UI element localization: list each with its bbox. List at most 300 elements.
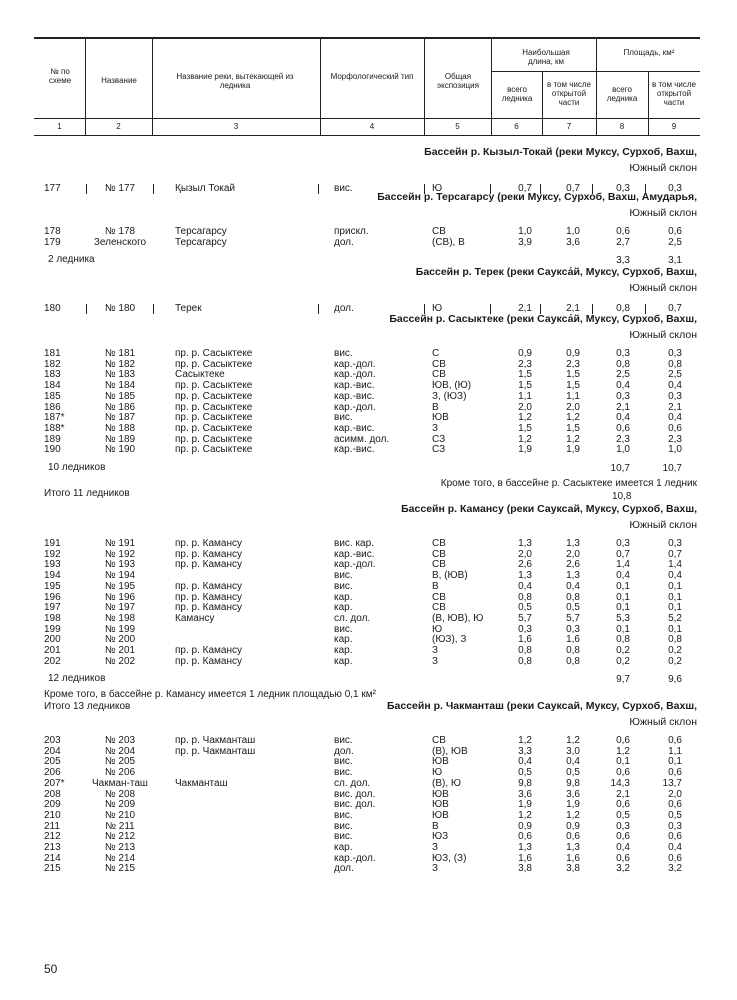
table-cell: 0,3 [668,348,682,359]
table-cell: СВ [432,735,446,746]
table-cell: вис. кар. [334,538,374,549]
table-cell: ЮВ [432,412,449,424]
colnum-2: 2 [116,122,121,131]
table-cell: 0,3 [616,183,630,194]
table-cell: 2,1 [518,303,532,314]
table-cell: № 208 [104,788,136,800]
table-cell: дол. [334,745,354,757]
table-cell: дол. [334,236,354,248]
table-cell: № 202 [104,655,136,667]
table-cell: № 210 [104,809,136,821]
table-cell: Ю [432,767,443,779]
table-cell: 192 [44,548,61,560]
table-cell: 0,9 [518,820,532,832]
table-cell: 178 [44,226,61,237]
table-cell: 0,3 [616,538,630,549]
table-cell: 1,3 [566,842,580,853]
table-cell: 14,3 [610,777,630,789]
total-area: 10,7 [610,463,630,474]
table-cell: 0,8 [668,358,682,370]
table-cell: ЮЗ, (З) [432,852,467,864]
table-cell: 0,3 [668,390,682,402]
table-cell: 0,2 [616,655,630,667]
table-cell: 187* [44,412,65,424]
table-cell: СЗ [432,433,446,445]
table-cell: 2,0 [668,788,682,800]
table-cell: 2,6 [566,559,580,571]
table-cell: Қызыл Токай [175,183,236,194]
table-cell: 0,6 [668,852,682,864]
table-cell: СВ [432,602,446,614]
table-cell: СВ [432,369,446,381]
extra-value: 10,8 [612,491,632,502]
table-cell: 193 [44,559,61,571]
table-cell: № 201 [104,645,136,656]
header-col8: всего ледника [606,85,638,103]
table-cell: 0,1 [668,591,682,603]
col-divider [85,38,86,135]
table-cell: 214 [44,852,61,864]
table-cell: 0,7 [566,183,580,194]
table-cell: 2,6 [518,559,532,571]
table-cell: 1,5 [518,380,532,392]
table-cell: № 196 [104,591,136,603]
total-open-area: 9,6 [668,674,682,686]
table-cell: № 215 [104,863,136,875]
table-cell: № 197 [104,602,136,614]
header-length-group: Наибольшая длина, км [522,48,570,66]
table-cell: В [432,820,439,832]
header-col1: № по схеме [48,67,72,85]
table-cell: 3,8 [518,863,532,875]
table-cell: 0,7 [668,303,682,314]
table-cell: 0,6 [668,422,682,434]
table-cell: 3,9 [518,236,532,248]
table-cell: 0,1 [668,580,682,592]
table-cell: 1,2 [566,433,580,445]
header-col6: всего ледника [501,85,533,103]
table-cell: вис. [334,570,353,582]
table-cell: 0,8 [616,358,630,370]
table-cell: 1,0 [518,226,532,237]
table-cell: 1,9 [566,799,580,811]
table-cell: 0,7 [616,548,630,560]
table-cell: 0,5 [518,767,532,779]
table-cell: пр. р. Сасыктеке [175,358,253,370]
basin-heading: Бассейн р. Камансу (реки Сауксай, Муксу, Сурхоб, Вахш, [401,503,697,515]
table-cell: № 180 [104,303,136,314]
table-cell: 2,5 [616,369,630,381]
table-cell: 0,8 [518,655,532,667]
table-cell: З [432,863,439,875]
table-cell: 0,9 [566,348,580,359]
table-cell: 182 [44,358,61,370]
table-cell: 211 [44,820,60,832]
table-cell: З [432,842,439,853]
table-cell: 9,8 [566,777,580,789]
table-cell: пр. р. Камансу [175,645,242,656]
table-cell: 0,6 [668,226,682,237]
table-cell: 1,6 [566,634,580,646]
table-cell: 0,8 [518,591,532,603]
table-cell: 1,6 [566,852,580,864]
slope-label: Южный склон [629,207,697,219]
colnum-5: 5 [455,122,460,131]
table-cell: вис. [334,820,353,832]
table-cell: З [432,422,439,434]
table-cell: кар. [334,655,353,667]
table-cell: кар.-дол. [334,369,376,381]
table-cell: 0,4 [616,380,630,392]
table-cell: 190 [44,444,61,456]
grand-total: Итого 11 ледников [44,488,130,499]
table-cell: 1,1 [668,745,682,757]
table-cell: 3,2 [616,863,630,875]
table-cell: № 185 [104,390,136,402]
table-cell: 183 [44,369,61,381]
slope-label: Южный склон [629,329,697,341]
table-cell: 0,8 [566,655,580,667]
table-cell: № 195 [104,580,136,592]
table-cell: № 193 [104,559,136,571]
table-cell: 191 [44,538,61,549]
slope-label: Южный склон [629,716,697,728]
table-cell: 0,1 [616,591,630,603]
table-cell: 177 [44,183,61,194]
table-cell: 0,2 [616,645,630,656]
table-cell: 3,8 [566,863,580,875]
table-cell: пр. р. Сасыктеке [175,412,253,424]
table-cell: ЮЗ [432,831,449,843]
table-cell: Ю [432,183,443,194]
table-cell: вис. [334,580,353,592]
table-cell: С [432,348,440,359]
table-cell: 1,0 [566,226,580,237]
table-cell: № 186 [104,401,136,413]
table-cell: 1,0 [616,444,630,456]
glacier-count: 10 ледников [48,462,106,473]
table-cell: ЮВ [432,799,449,811]
table-cell: (В), Ю [432,777,461,789]
table-cell: 0,8 [518,645,532,656]
colnum-6: 6 [514,122,519,131]
table-cell: 213 [44,842,61,853]
table-cell: пр. р. Сасыктеке [175,348,253,359]
table-cell: № 178 [104,226,136,237]
table-cell: 2,0 [566,401,580,413]
header-col9: в том числе открытой части [652,80,696,107]
table-cell: асимм. дол. [334,433,390,445]
table-cell: кар.-дол. [334,358,376,370]
table-cell: СЗ [432,444,446,456]
table-cell: пр. р. Камансу [175,602,242,614]
total-open-area: 10,7 [662,463,682,474]
table-cell: 0,5 [566,602,580,614]
table-cell: вис. [334,735,353,746]
table-cell: кар.-вис. [334,390,375,402]
table-cell: 199 [44,623,61,635]
table-cell: (В, ЮВ), Ю [432,612,484,624]
table-cell: кар. [334,591,353,603]
table-cell: 0,8 [566,591,580,603]
table-cell: 0,6 [616,767,630,779]
column-tick [153,184,154,194]
table-cell: 1,5 [518,422,532,434]
table-cell: 0,7 [518,183,532,194]
header-top-rule [34,37,700,39]
table-cell: 180 [44,303,61,314]
table-cell: 1,3 [566,538,580,549]
table-cell: № 183 [104,369,136,381]
table-cell: кар. [334,634,353,646]
table-cell: кар.-дол. [334,401,376,413]
table-cell: Терсагарсу [175,226,227,237]
table-cell: пр. р. Сасыктеке [175,433,253,445]
table-cell: 0,3 [668,183,682,194]
table-cell: № 199 [104,623,136,635]
table-cell: 3,6 [566,236,580,248]
table-cell: 0,3 [668,820,682,832]
table-cell: ЮВ [432,756,449,768]
table-cell: 0,2 [668,645,682,656]
header-area-group: Площадь, км² [623,48,675,57]
table-cell: пр. р. Камансу [175,655,242,667]
table-cell: 2,5 [668,369,682,381]
column-tick [86,304,87,314]
table-cell: пр. р. Сасыктеке [175,390,253,402]
table-cell: СВ [432,226,446,237]
table-cell: 5,3 [616,612,630,624]
table-cell: № 191 [104,538,136,549]
table-cell: 0,3 [616,820,630,832]
table-cell: № 189 [104,433,136,445]
table-cell: 1,2 [518,735,532,746]
colnum-3: 3 [233,122,239,131]
table-cell: 3,6 [518,788,532,800]
table-cell: 198 [44,612,61,624]
table-cell: 0,2 [668,655,682,667]
table-cell: Ю [432,303,443,314]
table-cell: 0,4 [616,570,630,582]
table-cell: 1,9 [566,444,580,456]
table-cell: 212 [44,831,61,843]
table-cell: вис. [334,831,353,843]
table-cell: 197 [44,602,61,614]
header-col4: Морфологический тип [330,72,414,81]
table-cell: 1,2 [518,412,532,424]
table-cell: 0,4 [668,412,682,424]
table-cell: пр. р. Камансу [175,538,242,549]
table-cell: вис. дол. [334,799,376,811]
slope-label: Южный склон [629,519,697,531]
table-cell: 0,4 [566,756,580,768]
table-cell: 0,4 [518,580,532,592]
table-cell: № 212 [104,831,136,843]
table-cell: 1,3 [518,538,532,549]
table-cell: 2,7 [616,236,630,248]
table-cell: 2,0 [518,401,532,413]
header-col3: Название реки, вытекающей из ледника [176,72,294,90]
table-cell: 200 [44,634,61,646]
table-cell: 0,6 [616,799,630,811]
table-cell: дол. [334,863,354,875]
table-cell: Сасыктеке [175,369,225,381]
table-cell: 209 [44,799,61,811]
table-cell: 0,3 [616,348,630,359]
table-cell: пр. р. Камансу [175,580,242,592]
column-tick [86,184,87,194]
table-cell: З [432,645,439,656]
table-cell: 181 [44,348,61,359]
table-cell: 0,9 [566,820,580,832]
table-cell: 184 [44,380,61,392]
table-cell: 1,2 [566,809,580,821]
table-cell: 2,1 [616,401,630,413]
table-cell: 3,6 [566,788,580,800]
table-cell: 2,3 [616,433,630,445]
table-cell: 5,7 [566,612,580,624]
basin-heading: Бассейн р. Сасыктеке (реки Саукса́й, Муксу, Сурхоб, Вахш, [389,313,697,325]
table-cell: вис. [334,183,353,194]
table-cell: кар.-вис. [334,380,375,392]
table-cell: № 214 [104,852,136,864]
table-cell: 1,6 [518,852,532,864]
table-cell: вис. [334,767,353,779]
basin-heading: Бассейн р. Терек (реки Саукса́й, Муксу, Сурхоб, Вахш, [415,266,697,278]
column-tick [318,304,319,314]
table-cell: кар.-вис. [334,444,375,456]
table-cell: № 190 [104,444,136,456]
table-cell: 0,6 [518,831,532,843]
table-cell: 2,5 [668,236,682,248]
column-tick [318,184,319,194]
table-cell: кар.-дол. [334,559,376,571]
table-cell: 0,5 [668,809,682,821]
table-cell: № 205 [104,756,136,768]
table-cell: СВ [432,548,446,560]
total-area: 3,3 [616,255,630,267]
table-cell: Камансу [175,612,215,624]
table-cell: 0,6 [616,852,630,864]
table-cell: 2,1 [616,788,630,800]
table-cell: СВ [432,538,446,549]
table-cell: пр. р. Сасыктеке [175,401,253,413]
table-cell: 188* [44,422,65,434]
table-cell: ЮВ [432,788,449,800]
table-cell: (СВ), В [432,236,465,248]
table-cell: 0,1 [668,756,682,768]
table-cell: № 184 [104,380,136,392]
table-cell: № 200 [104,634,136,646]
table-cell: 2,1 [566,303,580,314]
glacier-count: 12 ледников [48,673,106,685]
table-cell: 0,6 [616,735,630,746]
table-cell: 0,8 [566,645,580,656]
table-cell: пр. р. Чакманташ [175,735,256,746]
table-cell: 185 [44,390,61,402]
table-cell: пр. р. Камансу [175,548,242,560]
table-cell: 215 [44,863,61,875]
table-cell: 2,1 [668,401,682,413]
table-cell: 0,4 [616,412,630,424]
table-cell: 1,9 [518,799,532,811]
table-cell: вис. [334,756,353,768]
table-cell: 0,3 [518,623,532,635]
table-cell: 0,3 [566,623,580,635]
table-cell: 0,6 [616,422,630,434]
table-cell: 1,3 [518,842,532,853]
table-cell: № 181 [104,348,136,359]
table-cell: № 187 [104,412,136,424]
glacier-count: 2 ледника [48,254,95,266]
column-tick [153,304,154,314]
table-cell: 1,5 [566,369,580,381]
grand-total: Итого 13 ледников [44,701,131,713]
table-cell: 0,4 [668,380,682,392]
header-bottom-rule [34,118,700,119]
table-cell: 0,5 [616,809,630,821]
table-cell: 2,3 [518,358,532,370]
colnum-1: 1 [57,122,62,131]
table-cell: вис. [334,348,353,359]
col-divider [491,38,492,135]
colnum-4: 4 [369,122,375,131]
table-cell: 0,9 [518,348,532,359]
table-cell: вис. дол. [334,788,376,800]
table-cell: 0,6 [566,831,580,843]
table-cell: 0,4 [668,842,682,853]
table-cell: пр. р. Сасыктеке [175,380,253,392]
table-cell: 1,2 [518,433,532,445]
table-cell: 0,1 [616,602,630,614]
table-cell: 196 [44,591,61,603]
table-cell: 0,5 [566,767,580,779]
table-cell: № 182 [104,358,136,370]
table-cell: кар.-вис. [334,422,375,434]
total-open-area: 3,1 [668,255,682,267]
table-cell: 205 [44,756,61,768]
table-cell: кар.-вис. [334,548,375,560]
table-cell: 202 [44,655,61,667]
table-cell: № 188 [104,422,136,434]
table-cell: № 194 [104,570,136,582]
table-cell: 0,4 [566,580,580,592]
table-cell: 206 [44,767,61,779]
table-cell: 0,5 [518,602,532,614]
table-cell: 207* [44,777,65,789]
table-cell: 0,6 [668,831,682,843]
table-cell: ЮВ [432,809,449,821]
table-cell: 0,3 [668,538,682,549]
table-cell: Чакманташ [175,777,228,789]
table-cell: 186 [44,401,61,413]
table-cell: 0,6 [668,735,682,746]
table-cell: 1,5 [566,422,580,434]
table-cell: № 209 [104,799,136,811]
table-cell: 0,4 [668,570,682,582]
table-cell: (ЮЗ), З [432,634,467,646]
table-cell: № 213 [104,842,136,853]
table-cell: 0,1 [616,756,630,768]
page-number: 50 [44,962,58,976]
table-cell: кар.-дол. [334,852,376,864]
table-cell: 0,6 [616,831,630,843]
table-cell: 2,0 [566,548,580,560]
table-cell: В [432,580,439,592]
table-cell: 1,4 [668,559,682,571]
table-cell: 13,7 [662,777,682,789]
header-col2: Название [101,76,137,85]
